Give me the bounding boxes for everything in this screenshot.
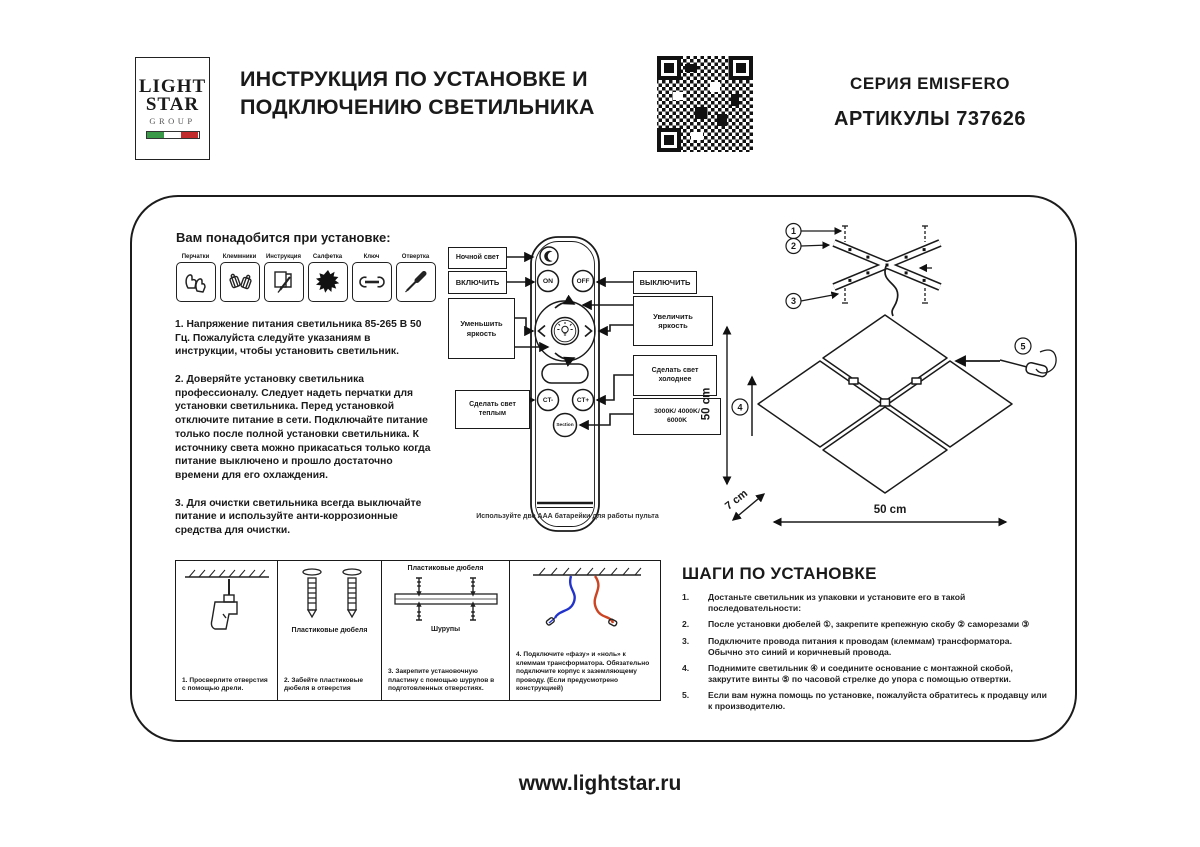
logo-text-group: GROUP — [149, 116, 196, 127]
dim-depth-label: 7 cm — [722, 487, 751, 513]
wrench-icon — [357, 267, 387, 297]
install-step — [682, 592, 1048, 614]
callout-kelvin-values: 3000K/ 4000K/ 6000K — [633, 398, 721, 435]
pictogram-caption: 3. Закрепите установочную пластину с помощью шурупов в подготовленных отверстиях. — [388, 668, 495, 693]
step-text: Подключите провода питания к проводам (клеммам) трансформатора. Обычно это синий и коричневый провода. — [708, 635, 1012, 657]
safety-warnings — [175, 318, 435, 552]
tool-terminals — [219, 254, 260, 302]
dim-height-label: 50 cm — [700, 387, 713, 421]
dim-width-label: 50 cm — [873, 504, 907, 516]
logo-text-star: STAR — [145, 94, 200, 115]
tool-label: Ключ — [363, 254, 380, 260]
step-number: 1. — [682, 592, 690, 602]
step-number: 5. — [682, 690, 690, 701]
callout-cold-light: Сделать свет холоднее — [633, 355, 717, 396]
callout-1: 1 — [790, 226, 797, 236]
warning-3: 3. Для очистки светильника всегда выключайте питание и используйте анти-коррозионные средства для очистки. — [175, 497, 422, 536]
gloves-icon — [181, 267, 211, 297]
mounting-bracket-drawing — [786, 224, 940, 317]
callout-2: 2 — [790, 241, 797, 251]
on-button-label: ON — [542, 277, 554, 285]
install-step — [682, 690, 1048, 712]
tool-label: Клеммники — [222, 254, 257, 260]
scene-pill-button — [542, 364, 588, 383]
pictogram-caption: 2. Забейте пластиковые дюбеля в отверстия — [284, 676, 364, 693]
series-name: СЕРИЯ EMISFERO — [850, 74, 1010, 93]
page-title: ИНСТРУКЦИЯ ПО УСТАНОВКЕ И ПОДКЛЮЧЕНИЮ СВЕТИЛЬНИКА — [240, 67, 595, 119]
tools-heading: Вам понадобится при установке: — [176, 230, 391, 245]
step-number: 3. — [682, 635, 690, 646]
dpad-up-arrow — [555, 302, 574, 308]
pictogram-caption: 1. Просверлите отверстия с помощью дрели. — [182, 676, 268, 693]
dpad-left-arrow — [539, 326, 546, 337]
tool-napkin — [307, 254, 348, 302]
step-text: Поднимите светильник ④ и соедините основание с монтажной скобой, закрутите винты ⑤ по часовой стрелке до упора с помощью отвертки. — [708, 662, 1013, 685]
bulb-icon — [557, 322, 572, 335]
step-number: 4. — [682, 662, 690, 673]
pictogram-plate — [382, 561, 510, 700]
dpad-right-arrow — [585, 326, 592, 337]
callout-4: 4 — [737, 402, 743, 413]
screwdriver-icon — [401, 267, 431, 297]
callout-turn-off: ВЫКЛЮЧИТЬ — [633, 271, 697, 294]
dowels-icon — [280, 565, 380, 627]
callout-3: 3 — [790, 296, 797, 306]
tool-gloves — [175, 254, 216, 302]
terminals-icon — [225, 267, 255, 297]
ct-minus-label: CT- — [542, 396, 554, 404]
off-button-label: OFF — [576, 277, 590, 285]
step-number: 2. — [682, 619, 690, 630]
install-step — [682, 636, 1048, 658]
tool-screwdriver — [395, 254, 436, 302]
step-text: Если вам нужна помощь по установке, пожалуйста обратитесь к продавцу или к производителю. — [708, 690, 1047, 712]
plate-dowels-label: Пластиковые дюбеля — [407, 565, 484, 572]
install-steps-list — [682, 592, 1048, 718]
remote-control-drawing — [505, 237, 633, 531]
callout-increase-brightness: Увеличить яркость — [633, 296, 713, 346]
ct-plus-label: CT+ — [576, 396, 590, 404]
install-step — [682, 619, 1048, 630]
install-step — [682, 663, 1048, 685]
manual-icon — [269, 267, 299, 297]
step-text: После установки дюбелей ①, закрепите крепежную скобу ② саморезами ③ — [708, 619, 1030, 630]
install-steps-heading: ШАГИ ПО УСТАНОВКЕ — [682, 564, 877, 583]
callout-warm-light: Сделать свет теплым — [455, 390, 530, 429]
tool-manual — [263, 254, 304, 302]
article-number: АРТИКУЛЫ 737626 — [834, 108, 1026, 130]
pictogram-caption: 4. Подключите «фазу» и «ноль» к клеммам трансформатора. Обязательно подключите корпус к заземляющему проводу. (Если предусмотрено конструкцией) — [516, 651, 650, 693]
callout-decrease-brightness: Уменьшить яркость — [448, 298, 515, 359]
warning-2: 2. Доверяйте установку светильника профессионалу. Следует надеть перчатки для установки светильника. Перед установкой отключите питание в сети. Подключайте питание только после полной установки светильника. К источнику света можно прикасаться только когда питание выключено и прошло достаточно времени для его охлаждения. — [175, 374, 431, 481]
tool-wrench — [351, 254, 392, 302]
tools-row — [175, 254, 436, 302]
step-text: Достаньте светильник из упаковки и установите его в такой последовательности: — [708, 592, 966, 614]
callout-5: 5 — [1020, 341, 1026, 352]
section-button-label: Section — [556, 422, 574, 428]
callout-night-light: Ночной свет — [448, 247, 507, 269]
install-pictogram-strip — [175, 560, 661, 701]
pictogram-drill — [176, 561, 278, 700]
battery-note: Используйте две ААА батарейки для работы пульта — [476, 513, 659, 520]
moon-icon — [544, 251, 552, 262]
pictogram-wiring — [510, 561, 658, 700]
dowels-label: Пластиковые дюбеля — [291, 627, 368, 634]
tool-label: Инструкция — [265, 254, 301, 260]
pictogram-dowels — [278, 561, 382, 700]
website-url: www.lightstar.ru — [518, 772, 682, 795]
tool-label: Салфетка — [312, 254, 343, 260]
warning-1: 1. Напряжение питания светильника 85-265 В 50 Гц. Пожалуйста следуйте указаниям в инструкции, чтобы установить светильник. — [175, 319, 422, 358]
wires-icon — [513, 565, 655, 631]
tool-label: Перчатки — [181, 254, 210, 260]
tool-label: Отвертка — [401, 254, 430, 260]
callout-turn-on: ВКЛЮЧИТЬ — [448, 271, 507, 294]
screws-label: Шурупы — [430, 626, 461, 633]
mounting-plate-icon — [385, 572, 507, 626]
lamp-drawing — [727, 315, 1056, 522]
dpad-ring — [535, 301, 595, 361]
night-light-button — [540, 247, 558, 265]
drill-icon — [179, 565, 275, 641]
napkin-icon — [313, 267, 343, 297]
logo-text-light: LIGHT — [138, 75, 207, 97]
dpad-down-arrow — [555, 353, 574, 359]
